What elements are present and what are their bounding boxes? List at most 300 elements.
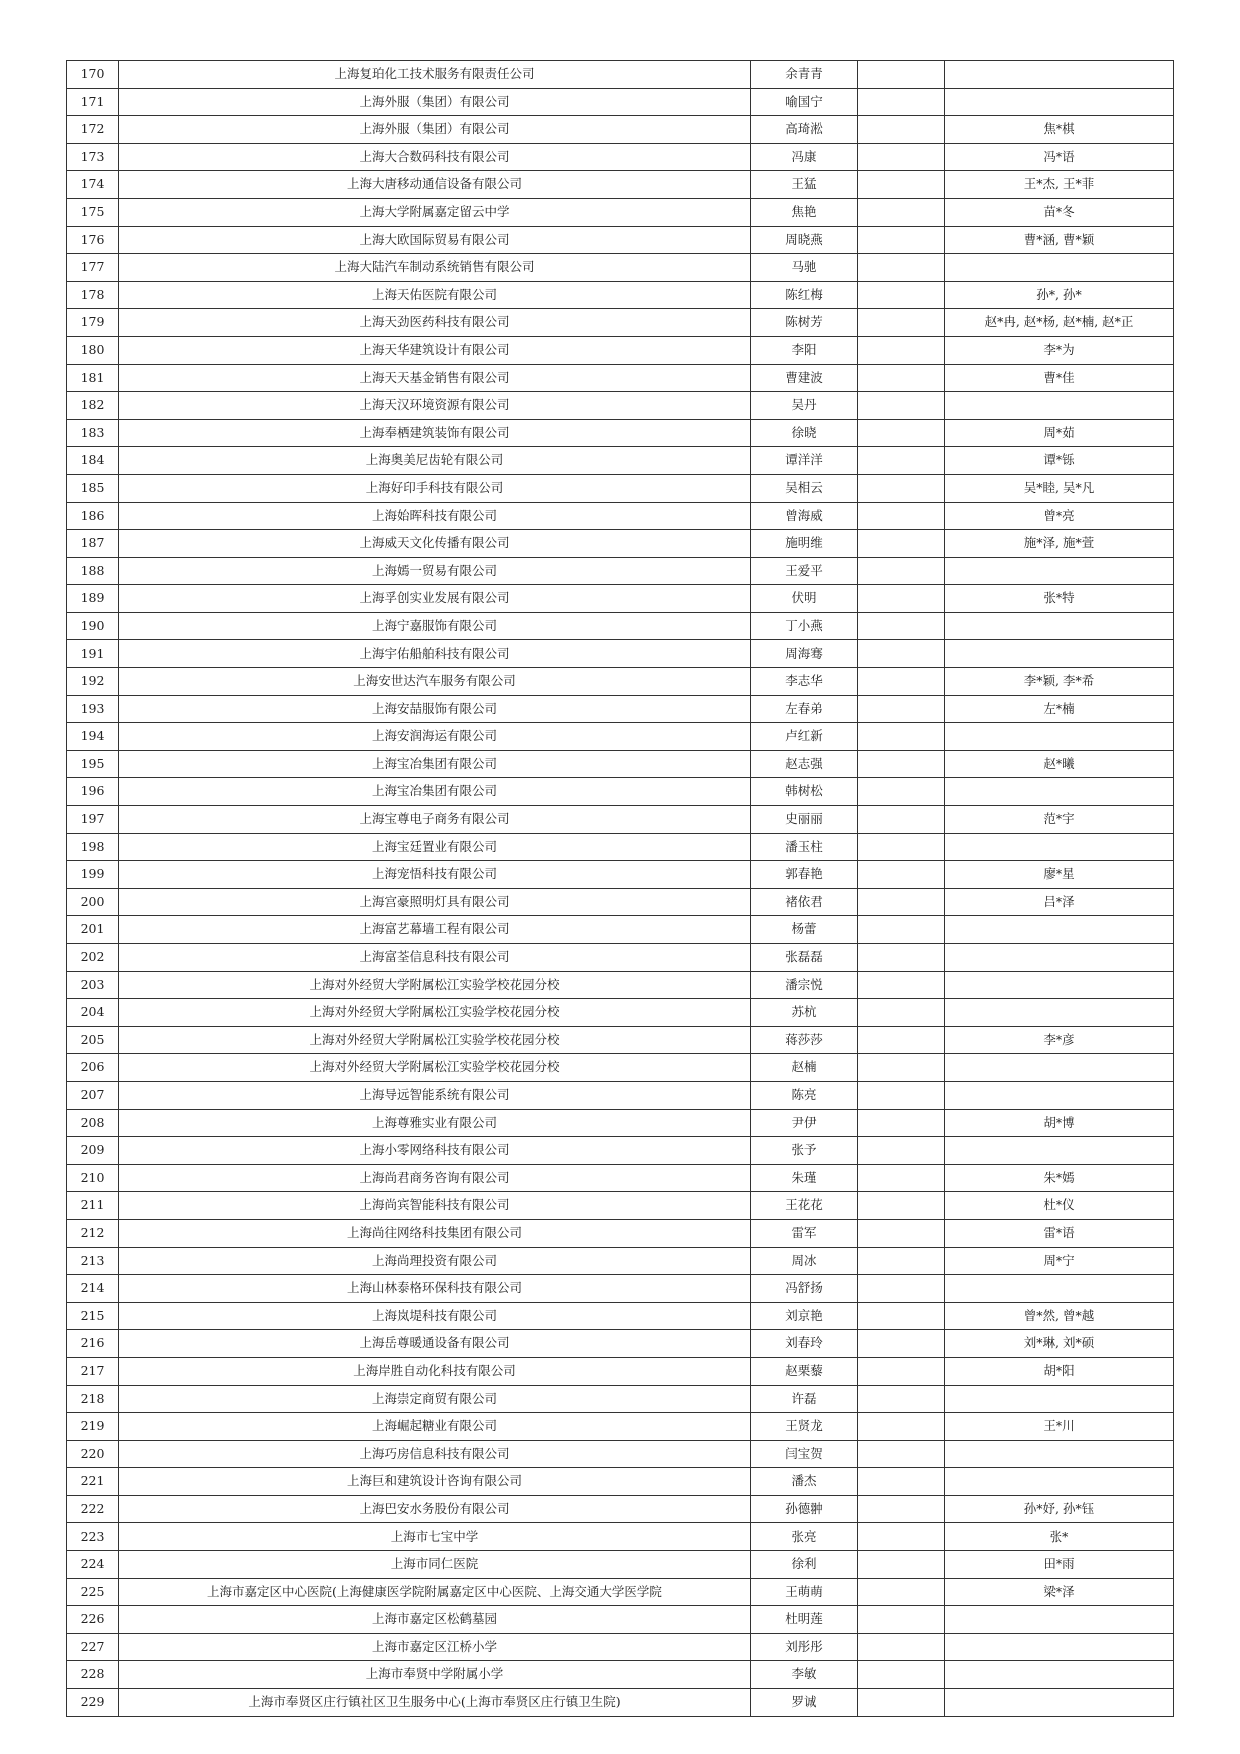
child-names: 王*川 <box>945 1413 1174 1441</box>
child-names: 孙*, 孙* <box>945 281 1174 309</box>
blank-cell <box>858 530 945 558</box>
row-number: 212 <box>67 1219 119 1247</box>
child-names <box>945 61 1174 89</box>
company-name: 上海对外经贸大学附属松江实验学校花园分校 <box>119 999 751 1027</box>
row-number: 222 <box>67 1495 119 1523</box>
child-names <box>945 1081 1174 1109</box>
company-name: 上海大欧国际贸易有限公司 <box>119 226 751 254</box>
applicant-name: 潘玉柱 <box>751 833 858 861</box>
applicant-name: 陈红梅 <box>751 281 858 309</box>
table-row <box>67 1523 1174 1551</box>
blank-cell <box>858 1275 945 1303</box>
child-names <box>945 1054 1174 1082</box>
child-names: 周*茹 <box>945 419 1174 447</box>
company-name: 上海复珀化工技术服务有限责任公司 <box>119 61 751 89</box>
child-names: 谭*铄 <box>945 447 1174 475</box>
row-number: 179 <box>67 309 119 337</box>
child-names: 曾*亮 <box>945 502 1174 530</box>
child-names <box>945 916 1174 944</box>
blank-cell <box>858 833 945 861</box>
row-number: 203 <box>67 971 119 999</box>
blank-cell <box>858 585 945 613</box>
child-names: 苗*冬 <box>945 198 1174 226</box>
blank-cell <box>858 1606 945 1634</box>
row-number: 188 <box>67 557 119 585</box>
child-names <box>945 1385 1174 1413</box>
child-names <box>945 1137 1174 1165</box>
blank-cell <box>858 1192 945 1220</box>
applicant-name: 伏明 <box>751 585 858 613</box>
applicant-name: 褚依君 <box>751 888 858 916</box>
applicant-name: 朱瑾 <box>751 1164 858 1192</box>
child-names <box>945 1440 1174 1468</box>
blank-cell <box>858 999 945 1027</box>
blank-cell <box>858 1330 945 1358</box>
company-name: 上海导远智能系统有限公司 <box>119 1081 751 1109</box>
blank-cell <box>858 226 945 254</box>
company-name: 上海宝廷置业有限公司 <box>119 833 751 861</box>
child-names: 杜*仪 <box>945 1192 1174 1220</box>
applicant-name: 周晓燕 <box>751 226 858 254</box>
child-names: 吴*睦, 吴*凡 <box>945 474 1174 502</box>
applicant-name: 韩树松 <box>751 778 858 806</box>
row-number: 183 <box>67 419 119 447</box>
company-name: 上海市嘉定区松鹤墓园 <box>119 1606 751 1634</box>
company-name: 上海岸胜自动化科技有限公司 <box>119 1357 751 1385</box>
blank-cell <box>858 1385 945 1413</box>
table-row <box>67 502 1174 530</box>
company-name: 上海威天文化传播有限公司 <box>119 530 751 558</box>
blank-cell <box>858 971 945 999</box>
applicant-name: 杨蕾 <box>751 916 858 944</box>
table-row <box>67 723 1174 751</box>
applicant-name: 陈树芳 <box>751 309 858 337</box>
blank-cell <box>858 1689 945 1717</box>
child-names <box>945 640 1174 668</box>
table-row <box>67 1468 1174 1496</box>
child-names <box>945 1606 1174 1634</box>
blank-cell <box>858 116 945 144</box>
child-names: 胡*博 <box>945 1109 1174 1137</box>
company-name: 上海市奉贤中学附属小学 <box>119 1661 751 1689</box>
company-name: 上海岳尊暖通设备有限公司 <box>119 1330 751 1358</box>
table-row <box>67 1081 1174 1109</box>
row-number: 191 <box>67 640 119 668</box>
child-names <box>945 557 1174 585</box>
table-row <box>67 1606 1174 1634</box>
row-number: 208 <box>67 1109 119 1137</box>
table-row <box>67 143 1174 171</box>
company-name: 上海奥美尼齿轮有限公司 <box>119 447 751 475</box>
applicant-name: 赵志强 <box>751 750 858 778</box>
row-number: 225 <box>67 1578 119 1606</box>
blank-cell <box>858 1413 945 1441</box>
child-names <box>945 723 1174 751</box>
applicant-name: 蒋莎莎 <box>751 1026 858 1054</box>
company-name: 上海天佑医院有限公司 <box>119 281 751 309</box>
child-names: 刘*琳, 刘*硕 <box>945 1330 1174 1358</box>
company-name: 上海始晖科技有限公司 <box>119 502 751 530</box>
child-names <box>945 971 1174 999</box>
blank-cell <box>858 281 945 309</box>
blank-cell <box>858 309 945 337</box>
applicant-name: 徐晓 <box>751 419 858 447</box>
child-names <box>945 612 1174 640</box>
table-row <box>67 1495 1174 1523</box>
company-name: 上海宝冶集团有限公司 <box>119 778 751 806</box>
applicant-name: 尹伊 <box>751 1109 858 1137</box>
applicant-name: 施明维 <box>751 530 858 558</box>
row-number: 173 <box>67 143 119 171</box>
applicant-name: 李阳 <box>751 336 858 364</box>
company-name: 上海市同仁医院 <box>119 1551 751 1579</box>
company-name: 上海尚理投资有限公司 <box>119 1247 751 1275</box>
row-number: 170 <box>67 61 119 89</box>
table-row <box>67 1192 1174 1220</box>
applicant-name: 马驰 <box>751 254 858 282</box>
row-number: 216 <box>67 1330 119 1358</box>
blank-cell <box>858 640 945 668</box>
row-number: 215 <box>67 1302 119 1330</box>
company-name: 上海崛起糖业有限公司 <box>119 1413 751 1441</box>
row-number: 182 <box>67 392 119 420</box>
child-names <box>945 1689 1174 1717</box>
applicant-name: 卢红新 <box>751 723 858 751</box>
child-names: 孙*妤, 孙*钰 <box>945 1495 1174 1523</box>
child-names <box>945 833 1174 861</box>
table-row <box>67 474 1174 502</box>
child-names <box>945 1468 1174 1496</box>
row-number: 205 <box>67 1026 119 1054</box>
applicant-name: 吴丹 <box>751 392 858 420</box>
applicant-name: 冯舒扬 <box>751 1275 858 1303</box>
blank-cell <box>858 1551 945 1579</box>
company-name: 上海富艺幕墙工程有限公司 <box>119 916 751 944</box>
applicant-name: 冯康 <box>751 143 858 171</box>
table-row <box>67 1302 1174 1330</box>
blank-cell <box>858 944 945 972</box>
blank-cell <box>858 88 945 116</box>
row-number: 223 <box>67 1523 119 1551</box>
child-names <box>945 254 1174 282</box>
company-name: 上海大唐移动通信设备有限公司 <box>119 171 751 199</box>
row-number: 181 <box>67 364 119 392</box>
table-row <box>67 1661 1174 1689</box>
blank-cell <box>858 1357 945 1385</box>
applicant-name: 刘彤彤 <box>751 1633 858 1661</box>
table-row <box>67 419 1174 447</box>
blank-cell <box>858 1578 945 1606</box>
table-row <box>67 585 1174 613</box>
child-names: 左*楠 <box>945 695 1174 723</box>
table-row <box>67 116 1174 144</box>
child-names: 曾*然, 曾*越 <box>945 1302 1174 1330</box>
blank-cell <box>858 750 945 778</box>
child-names <box>945 88 1174 116</box>
table-row <box>67 226 1174 254</box>
table-row <box>67 1551 1174 1579</box>
applicant-name: 赵栗藜 <box>751 1357 858 1385</box>
row-number: 214 <box>67 1275 119 1303</box>
row-number: 180 <box>67 336 119 364</box>
company-name: 上海天天基金销售有限公司 <box>119 364 751 392</box>
table-row <box>67 1440 1174 1468</box>
child-names: 吕*泽 <box>945 888 1174 916</box>
company-name: 上海山林泰格环保科技有限公司 <box>119 1275 751 1303</box>
table-row <box>67 336 1174 364</box>
blank-cell <box>858 612 945 640</box>
applicant-name: 吴相云 <box>751 474 858 502</box>
child-names: 廖*星 <box>945 861 1174 889</box>
blank-cell <box>858 1440 945 1468</box>
table-row <box>67 806 1174 834</box>
company-name: 上海岚堤科技有限公司 <box>119 1302 751 1330</box>
row-number: 211 <box>67 1192 119 1220</box>
blank-cell <box>858 1302 945 1330</box>
applicant-name: 雷军 <box>751 1219 858 1247</box>
applicant-name: 张磊磊 <box>751 944 858 972</box>
row-number: 228 <box>67 1661 119 1689</box>
table-row <box>67 61 1174 89</box>
blank-cell <box>858 806 945 834</box>
child-names: 梁*泽 <box>945 1578 1174 1606</box>
table-row <box>67 1413 1174 1441</box>
row-number: 213 <box>67 1247 119 1275</box>
applicant-name: 谭洋洋 <box>751 447 858 475</box>
blank-cell <box>858 1109 945 1137</box>
row-number: 189 <box>67 585 119 613</box>
blank-cell <box>858 1026 945 1054</box>
row-number: 177 <box>67 254 119 282</box>
roster-rows <box>67 61 1174 1717</box>
blank-cell <box>858 861 945 889</box>
blank-cell <box>858 1081 945 1109</box>
company-name: 上海大学附属嘉定留云中学 <box>119 198 751 226</box>
company-name: 上海对外经贸大学附属松江实验学校花园分校 <box>119 1054 751 1082</box>
company-name: 上海市嘉定区中心医院(上海健康医学院附属嘉定区中心医院、上海交通大学医学院 <box>119 1578 751 1606</box>
row-number: 210 <box>67 1164 119 1192</box>
blank-cell <box>858 198 945 226</box>
table-row <box>67 1385 1174 1413</box>
applicant-name: 曾海威 <box>751 502 858 530</box>
company-name: 上海天汉环境资源有限公司 <box>119 392 751 420</box>
blank-cell <box>858 364 945 392</box>
applicant-name: 徐利 <box>751 1551 858 1579</box>
row-number: 185 <box>67 474 119 502</box>
child-names: 赵*曦 <box>945 750 1174 778</box>
table-row <box>67 254 1174 282</box>
company-name: 上海尊雅实业有限公司 <box>119 1109 751 1137</box>
table-row <box>67 695 1174 723</box>
row-number: 190 <box>67 612 119 640</box>
table-row <box>67 612 1174 640</box>
applicant-name: 苏杭 <box>751 999 858 1027</box>
table-row <box>67 640 1174 668</box>
row-number: 218 <box>67 1385 119 1413</box>
applicant-name: 潘宗悦 <box>751 971 858 999</box>
applicant-name: 曹建波 <box>751 364 858 392</box>
applicant-name: 高琦淞 <box>751 116 858 144</box>
company-name: 上海尚宾智能科技有限公司 <box>119 1192 751 1220</box>
company-name: 上海富荃信息科技有限公司 <box>119 944 751 972</box>
table-row <box>67 364 1174 392</box>
row-number: 176 <box>67 226 119 254</box>
applicant-name: 许磊 <box>751 1385 858 1413</box>
blank-cell <box>858 1164 945 1192</box>
blank-cell <box>858 916 945 944</box>
company-name: 上海外服（集团）有限公司 <box>119 116 751 144</box>
table-row <box>67 861 1174 889</box>
table-row <box>67 1219 1174 1247</box>
applicant-name: 罗诚 <box>751 1689 858 1717</box>
child-names <box>945 1661 1174 1689</box>
company-name: 上海巴安水务股份有限公司 <box>119 1495 751 1523</box>
blank-cell <box>858 254 945 282</box>
applicant-name: 史丽丽 <box>751 806 858 834</box>
child-names: 李*彦 <box>945 1026 1174 1054</box>
child-names: 曹*佳 <box>945 364 1174 392</box>
blank-cell <box>858 778 945 806</box>
table-row <box>67 1330 1174 1358</box>
row-number: 198 <box>67 833 119 861</box>
applicant-name: 王花花 <box>751 1192 858 1220</box>
company-name: 上海巨和建筑设计咨询有限公司 <box>119 1468 751 1496</box>
child-names: 田*雨 <box>945 1551 1174 1579</box>
applicant-name: 王贤龙 <box>751 1413 858 1441</box>
blank-cell <box>858 723 945 751</box>
row-number: 175 <box>67 198 119 226</box>
row-number: 217 <box>67 1357 119 1385</box>
table-row <box>67 888 1174 916</box>
blank-cell <box>858 1468 945 1496</box>
applicant-name: 郭春艳 <box>751 861 858 889</box>
applicant-name: 潘杰 <box>751 1468 858 1496</box>
company-name: 上海尚君商务咨询有限公司 <box>119 1164 751 1192</box>
row-number: 200 <box>67 888 119 916</box>
row-number: 224 <box>67 1551 119 1579</box>
applicant-name: 杜明莲 <box>751 1606 858 1634</box>
applicant-name: 赵楠 <box>751 1054 858 1082</box>
company-name: 上海崇定商贸有限公司 <box>119 1385 751 1413</box>
table-row <box>67 171 1174 199</box>
company-name: 上海宇佑船舶科技有限公司 <box>119 640 751 668</box>
applicant-name: 刘京艳 <box>751 1302 858 1330</box>
applicant-name: 刘春玲 <box>751 1330 858 1358</box>
child-names: 赵*冉, 赵*杨, 赵*楠, 赵*正 <box>945 309 1174 337</box>
applicant-name: 闫宝贺 <box>751 1440 858 1468</box>
company-name: 上海尚往网络科技集团有限公司 <box>119 1219 751 1247</box>
blank-cell <box>858 1247 945 1275</box>
company-name: 上海天华建筑设计有限公司 <box>119 336 751 364</box>
row-number: 187 <box>67 530 119 558</box>
child-names: 周*宁 <box>945 1247 1174 1275</box>
blank-cell <box>858 1137 945 1165</box>
row-number: 207 <box>67 1081 119 1109</box>
row-number: 227 <box>67 1633 119 1661</box>
row-number: 172 <box>67 116 119 144</box>
table-row <box>67 833 1174 861</box>
child-names <box>945 944 1174 972</box>
applicant-name: 陈亮 <box>751 1081 858 1109</box>
row-number: 174 <box>67 171 119 199</box>
table-row <box>67 1164 1174 1192</box>
applicant-name: 张亮 <box>751 1523 858 1551</box>
table-row <box>67 88 1174 116</box>
table-row <box>67 1247 1174 1275</box>
child-names: 胡*阳 <box>945 1357 1174 1385</box>
company-name: 上海奉栖建筑装饰有限公司 <box>119 419 751 447</box>
child-names: 冯*语 <box>945 143 1174 171</box>
blank-cell <box>858 1219 945 1247</box>
blank-cell <box>858 1661 945 1689</box>
company-name: 上海小零网络科技有限公司 <box>119 1137 751 1165</box>
table-row <box>67 1689 1174 1717</box>
applicant-name: 王萌萌 <box>751 1578 858 1606</box>
applicant-name: 王爱平 <box>751 557 858 585</box>
row-number: 202 <box>67 944 119 972</box>
child-names <box>945 1275 1174 1303</box>
table-row <box>67 1026 1174 1054</box>
table-row <box>67 778 1174 806</box>
company-name: 上海宠悟科技有限公司 <box>119 861 751 889</box>
company-name: 上海嫣一贸易有限公司 <box>119 557 751 585</box>
table-row <box>67 971 1174 999</box>
applicant-name: 李敏 <box>751 1661 858 1689</box>
row-number: 226 <box>67 1606 119 1634</box>
company-name: 上海宝冶集团有限公司 <box>119 750 751 778</box>
table-row <box>67 1633 1174 1661</box>
child-names: 朱*嫣 <box>945 1164 1174 1192</box>
blank-cell <box>858 1054 945 1082</box>
blank-cell <box>858 1495 945 1523</box>
row-number: 194 <box>67 723 119 751</box>
company-name: 上海安世达汽车服务有限公司 <box>119 668 751 696</box>
child-names: 施*泽, 施*萱 <box>945 530 1174 558</box>
applicant-name: 张予 <box>751 1137 858 1165</box>
row-number: 197 <box>67 806 119 834</box>
table-row <box>67 1054 1174 1082</box>
blank-cell <box>858 171 945 199</box>
applicant-name: 余青青 <box>751 61 858 89</box>
table-row <box>67 447 1174 475</box>
row-number: 204 <box>67 999 119 1027</box>
blank-cell <box>858 695 945 723</box>
company-name: 上海天劲医药科技有限公司 <box>119 309 751 337</box>
row-number: 171 <box>67 88 119 116</box>
company-name: 上海对外经贸大学附属松江实验学校花园分校 <box>119 1026 751 1054</box>
row-number: 229 <box>67 1689 119 1717</box>
blank-cell <box>858 1523 945 1551</box>
table-row <box>67 944 1174 972</box>
company-name: 上海大合数码科技有限公司 <box>119 143 751 171</box>
table-row <box>67 1109 1174 1137</box>
row-number: 195 <box>67 750 119 778</box>
table-row <box>67 198 1174 226</box>
child-names <box>945 999 1174 1027</box>
company-name: 上海宁嘉服饰有限公司 <box>119 612 751 640</box>
table-row <box>67 1137 1174 1165</box>
applicant-name: 喻国宁 <box>751 88 858 116</box>
child-names: 雷*语 <box>945 1219 1174 1247</box>
blank-cell <box>858 888 945 916</box>
table-row <box>67 916 1174 944</box>
row-number: 206 <box>67 1054 119 1082</box>
row-number: 196 <box>67 778 119 806</box>
applicant-name: 王猛 <box>751 171 858 199</box>
applicant-name: 丁小燕 <box>751 612 858 640</box>
row-number: 192 <box>67 668 119 696</box>
company-name: 上海安润海运有限公司 <box>119 723 751 751</box>
